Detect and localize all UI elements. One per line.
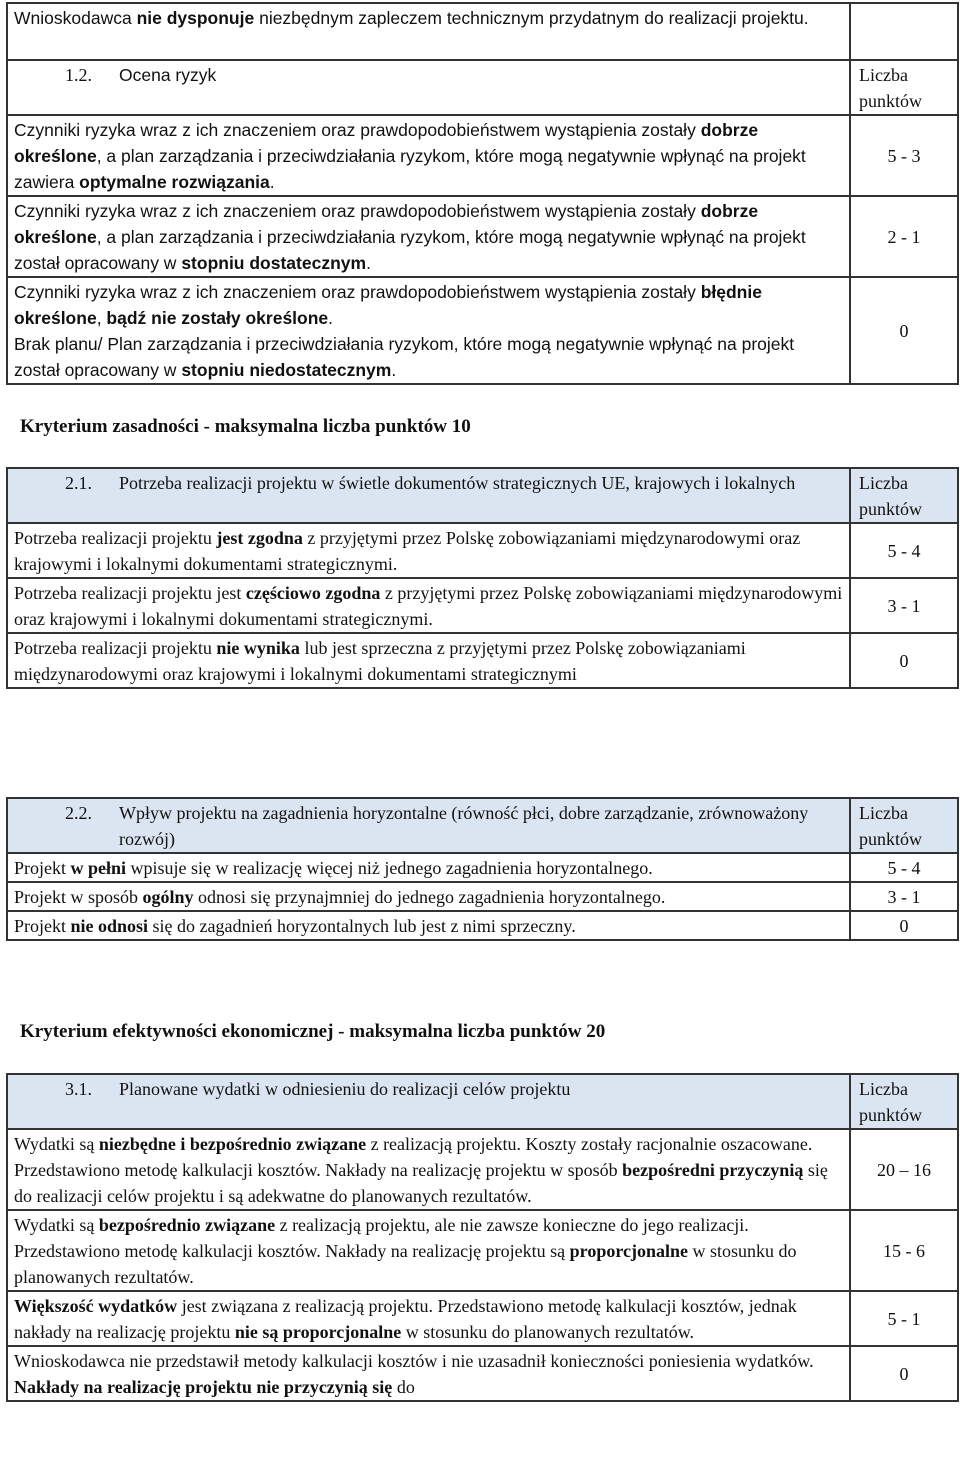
table-row bbox=[7, 1346, 958, 1401]
section-header-row bbox=[7, 468, 958, 523]
points-value: 0 bbox=[850, 911, 958, 940]
points-value: 15 - 6 bbox=[850, 1210, 958, 1291]
table-ocena-ryzyk bbox=[6, 2, 959, 385]
points-value: 5 - 4 bbox=[850, 523, 958, 578]
table-row bbox=[7, 911, 958, 940]
table-row bbox=[7, 633, 958, 688]
section-title: Planowane wydatki w odniesieniu do realizacji celów projektu bbox=[119, 1079, 571, 1099]
points-value: 0 bbox=[850, 1346, 958, 1401]
heading-efektywnosc: Kryterium efektywności ekonomicznej - maksymalna liczba punktów 20 bbox=[20, 1021, 606, 1042]
points-label: Liczba punktów bbox=[850, 60, 958, 115]
points-value: 3 - 1 bbox=[850, 882, 958, 911]
criterion-text: Projekt nie odnosi się do zagadnień horyzontalnych lub jest z nimi sprzeczny. bbox=[7, 911, 850, 940]
table-row bbox=[7, 3, 958, 60]
criterion-text: Projekt w sposób ogólny odnosi się przynajmniej do jednego zagadnienia horyzontalnego. bbox=[7, 882, 850, 911]
criterion-text: Potrzeba realizacji projektu nie wynika lub jest sprzeczna z przyjętymi przez Polskę zobowiązaniami międzynarodowymi oraz krajowymi i lokalnymi dokumentami strategicznymi bbox=[7, 633, 850, 688]
points-value: 0 bbox=[850, 633, 958, 688]
section-number: 1.2. bbox=[65, 65, 92, 85]
heading-zasadnosc: Kryterium zasadności - maksymalna liczba punktów 10 bbox=[20, 416, 471, 437]
criterion-text: Większość wydatków jest związana z realizacją projektu. Przedstawiono metodę kalkulacji kosztów, jednak nakłady na realizację projektu nie są proporcjonalne w stosunku do planowanych rezultatów. bbox=[7, 1291, 850, 1346]
points-label: Liczba punktów bbox=[850, 468, 958, 523]
section-header-row bbox=[7, 1074, 958, 1129]
table-row bbox=[7, 882, 958, 911]
table-3-1 bbox=[6, 1073, 959, 1402]
points-value: 20 – 16 bbox=[850, 1129, 958, 1210]
section-title: Wpływ projektu na zagadnienia horyzontalne (równość płci, dobre zarządzanie, zrównoważony rozwój) bbox=[119, 803, 809, 849]
table-row bbox=[7, 853, 958, 882]
points-value: 3 - 1 bbox=[850, 578, 958, 633]
section-header-row bbox=[7, 60, 958, 115]
table-row bbox=[7, 115, 958, 196]
table-row bbox=[7, 1210, 958, 1291]
points-value: 2 - 1 bbox=[850, 196, 958, 277]
table-row bbox=[7, 523, 958, 578]
points-value: 0 bbox=[850, 277, 958, 384]
section-title: Ocena ryzyk bbox=[119, 65, 217, 85]
criterion-text: Potrzeba realizacji projektu jest zgodna z przyjętymi przez Polskę zobowiązaniami międzynarodowymi oraz krajowymi i lokalnymi dokumentami strategicznymi. bbox=[7, 523, 850, 578]
points-label: Liczba punktów bbox=[850, 798, 958, 853]
criterion-text: Wnioskodawca nie dysponuje niezbędnym zapleczem technicznym przydatnym do realizacji projektu. bbox=[7, 3, 850, 60]
criterion-text: Czynniki ryzyka wraz z ich znaczeniem oraz prawdopodobieństwem wystąpienia zostały błędnie określone, bądź nie zostały określone. Brak planu/ Plan zarządzania i przeciwdziałania ryzykom, które mogą negatywnie wpłynąć na projekt został opracowany w stopniu niedostatecznym. bbox=[7, 277, 850, 384]
criterion-text: Projekt w pełni wpisuje się w realizację więcej niż jednego zagadnienia horyzontalnego. bbox=[7, 853, 850, 882]
table-row bbox=[7, 277, 958, 384]
table-row bbox=[7, 1291, 958, 1346]
table-row bbox=[7, 578, 958, 633]
criterion-text: Wydatki są bezpośrednio związane z realizacją projektu, ale nie zawsze konieczne do jego realizacji. Przedstawiono metodę kalkulacji kosztów. Nakłady na realizację projektu są proporcjonalne w stosunku do planowanych rezultatów. bbox=[7, 1210, 850, 1291]
criterion-text: Czynniki ryzyka wraz z ich znaczeniem oraz prawdopodobieństwem wystąpienia zostały dobrze określone, a plan zarządzania i przeciwdziałania ryzykom, które mogą negatywnie wpłynąć na projekt zawiera optymalne rozwiązania. bbox=[7, 115, 850, 196]
section-number: 3.1. bbox=[65, 1079, 92, 1099]
section-number: 2.2. bbox=[65, 803, 92, 823]
section-header-row bbox=[7, 798, 958, 853]
points-value: 5 - 1 bbox=[850, 1291, 958, 1346]
criterion-text: Wnioskodawca nie przedstawił metody kalkulacji kosztów i nie uzasadnił konieczności poniesienia wydatków. Nakłady na realizację projektu nie przyczynią się do bbox=[7, 1346, 850, 1401]
table-row bbox=[7, 1129, 958, 1210]
criterion-text: Czynniki ryzyka wraz z ich znaczeniem oraz prawdopodobieństwem wystąpienia zostały dobrze określone, a plan zarządzania i przeciwdziałania ryzykom, które mogą negatywnie wpłynąć na projekt został opracowany w stopniu dostatecznym. bbox=[7, 196, 850, 277]
criterion-text: Wydatki są niezbędne i bezpośrednio związane z realizacją projektu. Koszty zostały racjonalnie oszacowane. Przedstawiono metodę kalkulacji kosztów. Nakłady na realizację projektu w sposób bezpośredni przyczynią się do realizacji celów projektu i są adekwatne do planowanych rezultatów. bbox=[7, 1129, 850, 1210]
section-title: Potrzeba realizacji projektu w świetle dokumentów strategicznych UE, krajowych i lokalnych bbox=[119, 473, 796, 493]
criterion-text: Potrzeba realizacji projektu jest częściowo zgodna z przyjętymi przez Polskę zobowiązaniami międzynarodowymi oraz krajowymi i lokalnymi dokumentami strategicznymi. bbox=[7, 578, 850, 633]
table-2-2 bbox=[6, 797, 959, 941]
section-number: 2.1. bbox=[65, 473, 92, 493]
points-value: 5 - 4 bbox=[850, 853, 958, 882]
points-label: Liczba punktów bbox=[850, 1074, 958, 1129]
table-2-1 bbox=[6, 467, 959, 689]
table-row bbox=[7, 196, 958, 277]
points-value: 5 - 3 bbox=[850, 115, 958, 196]
